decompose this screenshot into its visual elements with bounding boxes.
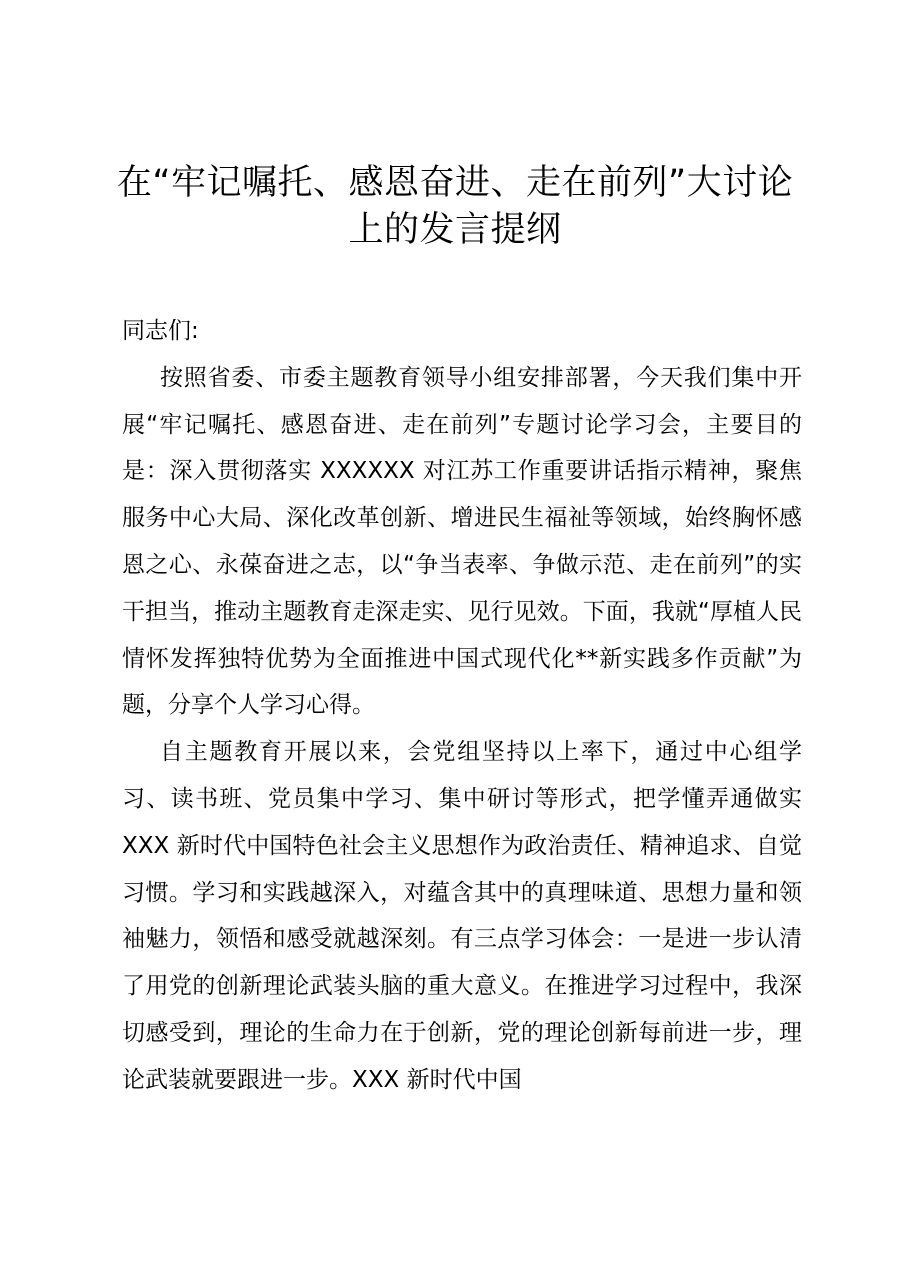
document-title (110, 160, 800, 254)
paragraph-1: 按照省委、市委主题教育领导小组安排部署，今天我们集中开展“牢记嘱托、感恩奋进、走在前列”专题讨论学习会，主要目的是：深入贯彻落实 XXXXXX 对江苏工作重要讲话指示精神，聚焦服务中心大局、深化改革创新、增进民生福祉等领域，始终胸怀感恩之心、永葆奋进之志，以“争当表率、争做示范、走在前列”的实干担当，推动主题教育走深走实、见行见效。下面，我就“厚植人民情怀发挥独特优势为全面推进中国式现代化**新实践多作贡献”为题，分享个人学习心得。 (122, 364, 802, 719)
document-body (122, 308, 802, 1104)
salutation: 同志们: (122, 318, 199, 344)
paragraph-2: 自主题教育开展以来，会党组坚持以上率下，通过中心组学习、读书班、党员集中学习、集中研讨等形式，把学懂弄通做实 XXX 新时代中国特色社会主义思想作为政治责任、精神追求、自觉习惯。学习和实践越深入，对蕴含其中的真理味道、思想力量和领袖魅力，领悟和感受就越深刻。有三点学习体会：一是进一步认清了用党的创新理论武装头脑的重大意义。在推进学习过程中，我深切感受到，理论的生命力在于创新，党的理论创新每前进一步，理论武装就要跟进一步。XXX 新时代中国 (122, 739, 802, 1093)
title-line-1: 在“牢记嘱托、感恩奋进、走在前列”大讨论 (116, 163, 794, 203)
title-line-2: 上的发言提纲 (348, 210, 562, 250)
